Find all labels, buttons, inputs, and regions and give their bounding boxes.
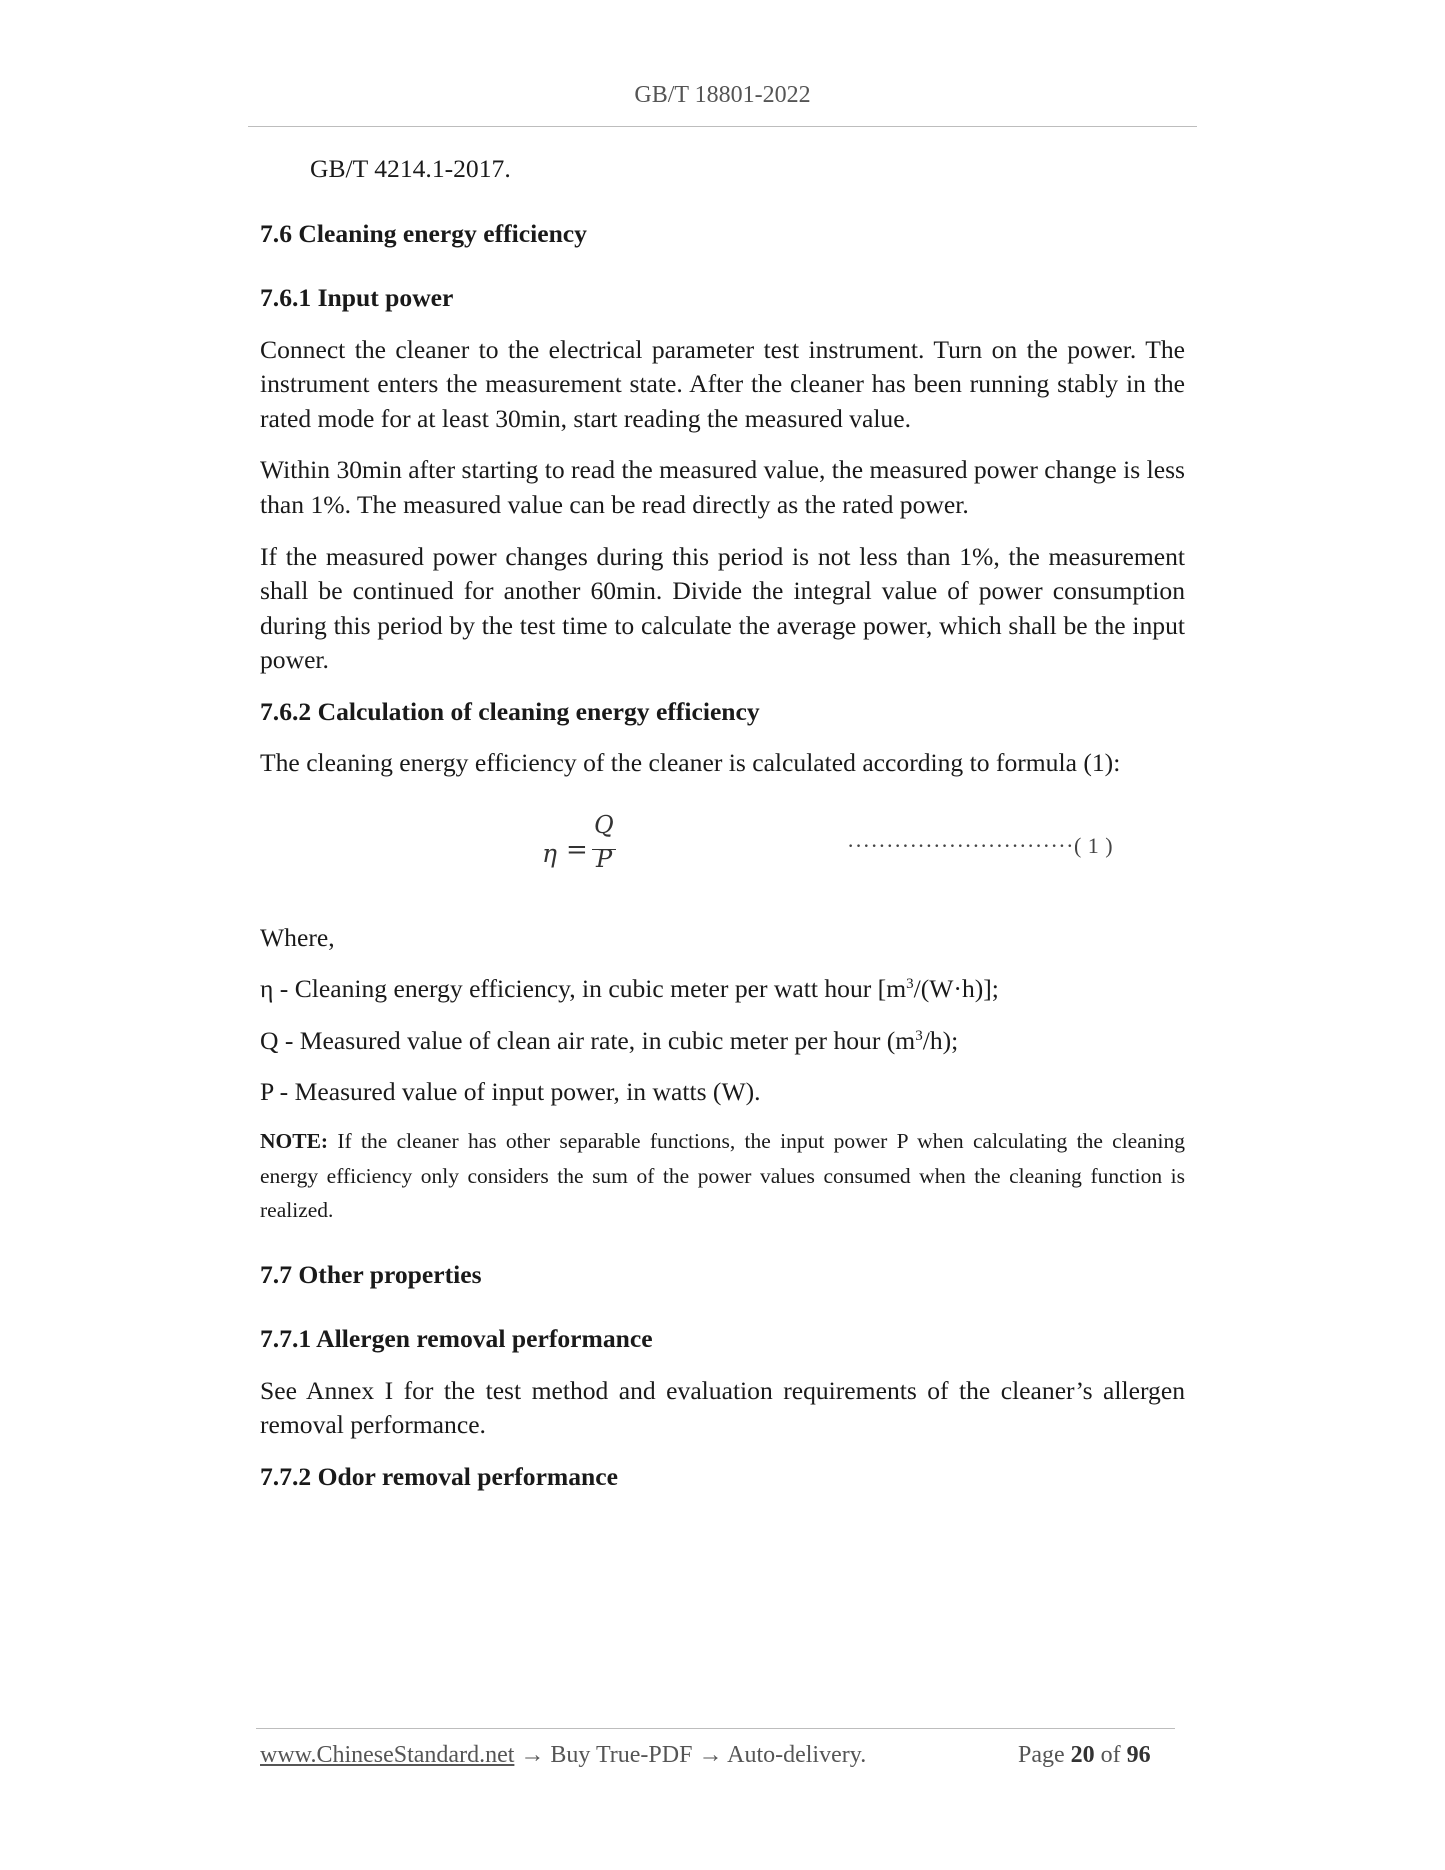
section-heading-7-7: 7.7 Other properties <box>260 1259 482 1289</box>
formula-equals: = <box>566 834 588 865</box>
paragraph-allergen: See Annex I for the test method and evaluation requirements of the cleaner’s allergen removal performance. <box>260 1375 1185 1440</box>
definition-q-text: Q - Measured value of clean air rate, in cubic meter per hour (m <box>260 1025 916 1055</box>
document-body <box>260 152 1185 1494</box>
paragraph-formula-intro: The cleaning energy efficiency of the cleaner is calculated according to formula (1): <box>260 747 1121 777</box>
definition-q <box>260 1024 1185 1059</box>
note-label: NOTE: <box>260 1128 329 1153</box>
formula-1 <box>260 810 1185 889</box>
formula-number: ·····························( 1 ) <box>847 832 1114 858</box>
footer-divider <box>256 1728 1175 1729</box>
paragraph-input-power-3: If the measured power changes during this period is not less than 1%, the measurement shall be continued for another 60min. Divide the integral value of power consumption during this period by the test time to calculate the average power, which shall be the input power. <box>260 541 1185 675</box>
definition-eta-superscript: 3 <box>906 976 914 993</box>
section-heading-7-6-2: 7.6.2 Calculation of cleaning energy efficiency <box>260 696 760 726</box>
page-header-title: GB/T 18801-2022 <box>634 82 811 108</box>
formula-expression <box>542 810 632 889</box>
section-heading-7-6-1: 7.6.1 Input power <box>260 282 454 312</box>
page-total: 96 <box>1126 1742 1151 1768</box>
header-divider <box>248 126 1197 127</box>
where-label: Where, <box>260 922 335 952</box>
paragraph-input-power-2: Within 30min after starting to read the measured value, the measured power change is less than 1%. The measured value can be read directly as the rated power. <box>260 455 1186 519</box>
page-indicator <box>1018 1742 1151 1769</box>
section-heading-7-6: 7.6 Cleaning energy efficiency <box>260 218 587 248</box>
definition-q-unit: /h); <box>922 1025 959 1055</box>
page-label: Page <box>1018 1742 1065 1768</box>
definition-eta-text: η - Cleaning energy efficiency, in cubic meter per watt hour [m <box>260 974 907 1004</box>
formula-denominator: P <box>596 844 613 873</box>
definition-p: P - Measured value of input power, in watts (W). <box>260 1077 761 1107</box>
definition-q-superscript: 3 <box>915 1027 923 1044</box>
page-of: of <box>1100 1742 1121 1768</box>
formula-eta: η <box>542 838 557 868</box>
paragraph-input-power-1: Connect the cleaner to the electrical parameter test instrument. Turn on the power. The instrument enters the measurement state. After the cleaner has been running stably in the rated mode for at least 30min, start reading the measured value. <box>260 334 1185 433</box>
footer-promo-text: → Buy True-PDF → Auto-delivery. <box>514 1742 867 1768</box>
page-current: 20 <box>1070 1742 1095 1768</box>
note-block <box>260 1124 1185 1228</box>
note-text: If the cleaner has other separable functions, the input power P when calculating the cleaning energy efficiency only considers the sum of the power values consumed when the cleaning function is realized. <box>260 1128 1185 1223</box>
section-heading-7-7-2: 7.7.2 Odor removal performance <box>260 1461 618 1491</box>
footer-promo <box>260 1742 866 1769</box>
definition-eta-unit: /(W·h)]; <box>913 974 999 1004</box>
section-heading-7-7-1: 7.7.1 Allergen removal performance <box>260 1323 653 1353</box>
definition-eta <box>260 972 1185 1007</box>
footer-site-link[interactable]: www.ChineseStandard.net <box>260 1742 515 1768</box>
continuation-text: GB/T 4214.1-2017. <box>310 154 511 183</box>
formula-numerator: Q <box>594 810 614 839</box>
